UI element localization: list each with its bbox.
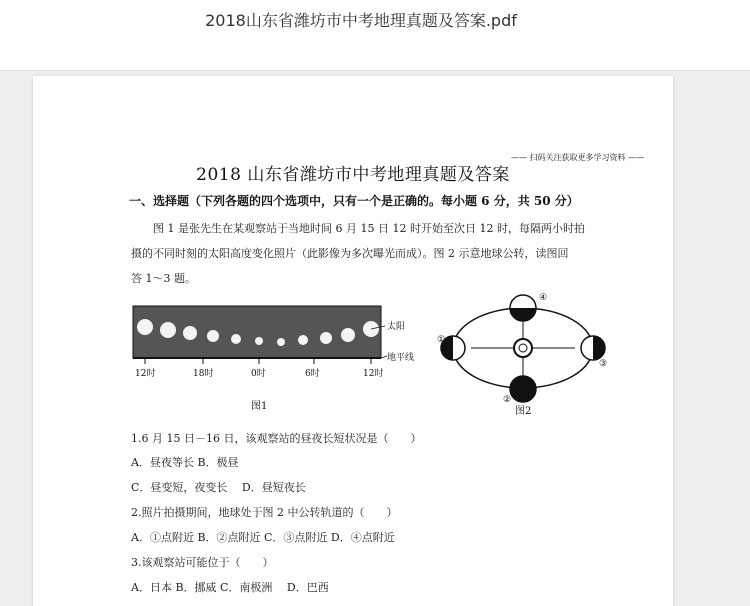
file-title: 2018山东省潍坊市中考地理真题及答案.pdf	[205, 11, 517, 30]
tick-label: 6时	[305, 369, 320, 379]
question-3-options: A．日本 B．挪威 C．南极洲 D．巴西	[131, 581, 329, 594]
sun-exposure	[298, 335, 308, 345]
tick-label: 12时	[363, 369, 384, 379]
sun-exposure	[341, 328, 355, 342]
earth-position-4	[510, 295, 536, 321]
question-1: 1.6 月 15 日－16 日，该观察站的昼夜长短状况是（ ）	[131, 432, 422, 445]
sun-exposure	[255, 337, 263, 345]
sun-exposure	[320, 332, 332, 344]
question-3: 3.该观察站可能位于（ ）	[131, 556, 274, 569]
question-1-options-ab: A．昼夜等长 B．极昼	[131, 456, 239, 469]
sun-exposure	[277, 338, 285, 346]
question-1-options-cd: C．昼变短，夜变长 D．昼短夜长	[131, 481, 306, 494]
sun-exposure	[183, 326, 197, 340]
figure-2-orbit-diagram	[433, 290, 613, 420]
sun-core	[519, 344, 527, 352]
figure-1-caption: 图1	[251, 401, 268, 412]
question-2-options: A．①点附近 B．②点附近 C．③点附近 D．④点附近	[131, 531, 395, 544]
figure-1-sun-photo	[131, 298, 431, 418]
time-ticks	[135, 358, 383, 379]
position-label: ④	[539, 293, 548, 303]
earth-night-side	[593, 336, 605, 360]
pdf-page	[33, 76, 673, 606]
earth-position-2	[510, 376, 536, 402]
sun-center	[514, 339, 532, 357]
sun-label: 太阳	[387, 322, 406, 332]
position-label: ②	[503, 395, 512, 405]
intro-line: 答 1～3 题。	[131, 272, 196, 285]
sun-exposure	[231, 334, 241, 344]
question-2: 2.照片拍摄期间，地球处于图 2 中公转轨道的（ ）	[131, 506, 398, 519]
intro-line: 摄的不同时刻的太阳高度变化照片（此影像为多次曝光而成）。图 2 示意地球公转，读图回	[131, 247, 569, 260]
sun-exposure	[137, 319, 153, 335]
viewer-header	[0, 0, 750, 71]
sun-exposure	[160, 322, 176, 338]
earth-icon	[510, 376, 536, 402]
intro-paragraph	[131, 216, 586, 291]
position-label: ①	[437, 335, 446, 345]
earth-position-3	[581, 336, 605, 360]
intro-line: 图 1 是张先生在某观察站于当地时间 6 月 15 日 12 时开始至次日 12 时，每隔两小时拍	[153, 222, 585, 235]
tick-label: 0时	[251, 369, 266, 379]
position-label: ③	[599, 359, 608, 369]
horizon-label: 地平线	[387, 353, 415, 363]
section-heading: 一、选择题（下列各题的四个选项中，只有一个是正确的。每小题 6 分，共 50 分）	[129, 194, 579, 208]
promo-text: —— 扫码关注获取更多学习资料 ——	[511, 153, 645, 162]
tick-label: 12时	[135, 369, 156, 379]
document-title: 2018 山东省潍坊市中考地理真题及答案	[196, 165, 510, 185]
earth-night-side	[510, 308, 536, 321]
figure-2-caption: 图2	[515, 406, 532, 417]
tick-label: 18时	[193, 369, 214, 379]
sun-exposure	[207, 330, 219, 342]
